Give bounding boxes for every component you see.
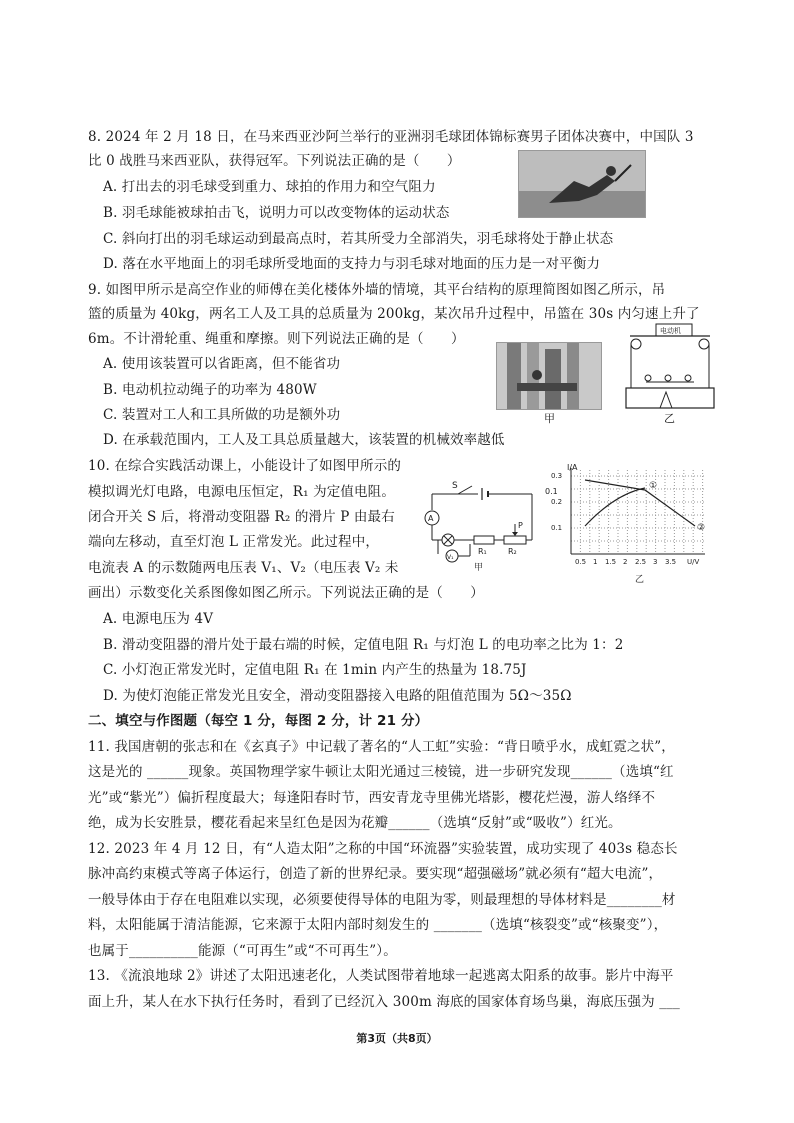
y-tick-0.3: 0.3	[551, 472, 563, 480]
q9-option-a: A. 使用该装置可以省距离，但不能省功	[103, 356, 341, 372]
q12-line-4: 料，太阳能属于清洁能源，它来源于太阳内部时刻发生的 _______（选填“核裂变”或“核聚变”），	[88, 917, 668, 933]
q11-line-3: 光”或“紫光”）偏折程度最大；每逢阳春时节，西安青龙寺里佛光塔影，樱花烂漫，游人络绎不	[88, 790, 656, 806]
graph-grid	[571, 470, 705, 554]
q11-line-2: 这是光的 ______现象。英国物理学家牛顿让太阳光通过三棱镜，进一步研究发现______（选填“红	[88, 764, 674, 780]
motor-label: 电动机	[660, 327, 681, 335]
q10-stem-line-6: 画出）示数变化关系图像如图乙所示。下列说法正确的是（ ）	[88, 585, 484, 601]
x-tick-2.5: 2.5	[635, 558, 647, 566]
x-tick-3: 3	[653, 558, 658, 566]
ammeter-label: A	[428, 514, 434, 523]
r2-label: R₂	[508, 547, 517, 556]
q10-stem-line-5: 电流表 A 的示数随两电压表 V₁、V₂（电压表 V₂ 未	[88, 560, 399, 576]
q10-option-d: D. 为使灯泡能正常发光且安全，滑动变阻器接入电路的阻值范围为 5Ω～35Ω	[103, 688, 572, 704]
voltmeter-v1-label: V₁	[447, 554, 454, 561]
switch-label: S	[452, 481, 458, 491]
q8-stem-line-1: 8. 2024 年 2 月 18 日，在马来西亚沙阿兰举行的亚洲羽毛球团体锦标赛男子团体决赛中，中国队 3	[88, 129, 694, 145]
q11-line-1: 11. 我国唐朝的张志和在《玄真子》中记载了著名的“人工虹”实验：“背日喷乎水，成虹霓之状”，	[88, 739, 675, 755]
q10-option-c: C. 小灯泡正常发光时，定值电阻 R₁ 在 1min 内产生的热量为 18.75J	[103, 662, 527, 678]
q13-line-1: 13. 《流浪地球 2》讲述了太阳迅速老化，人类试图带着地球一起逃离太阳系的故事。影片中海平	[88, 968, 674, 984]
q9-stem-line-2: 篮的质量为 40kg，两名工人及工具的总质量为 200kg，某次吊升过程中，吊篮在 30s 内匀速上升了	[88, 306, 700, 322]
r1-label: R₁	[478, 547, 487, 556]
curve-1-label: ①	[649, 481, 658, 491]
q9-fig-yi-caption: 乙	[664, 412, 675, 425]
slider-p-label: P	[518, 521, 523, 530]
q8-option-b: B. 羽毛球能被球拍击飞，说明力可以改变物体的运动状态	[103, 205, 450, 221]
q10-stem-line-2: 模拟调光灯电路，电源电压恒定，R₁ 为定值电阻。	[88, 484, 395, 500]
graph-annotation: 0.1	[545, 487, 558, 496]
curve-2-line	[585, 488, 645, 526]
x-tick-3.5: 3.5	[665, 558, 677, 566]
q10-option-a: A. 电源电压为 4V	[103, 611, 214, 627]
q10-stem-line-1: 10. 在综合实践活动课上，小能设计了如图甲所示的	[88, 458, 402, 474]
curve-2-label: ②	[697, 523, 706, 533]
circuit-caption: 甲	[474, 563, 484, 572]
facade-work-photo	[496, 342, 602, 410]
q12-line-5: 也属于__________能源（“可再生”或“不可再生”）。	[88, 943, 397, 959]
q13-line-2: 面上升，某人在水下执行任务时，看到了已经沉入 300m 海底的国家体育场鸟巢，海底压强为 ___	[88, 994, 680, 1010]
iu-graph	[545, 460, 717, 586]
q10-option-b: B. 滑动变阻器的滑片处于最右端的时候，定值电阻 R₁ 与灯泡 L 的电功率之比为 1：2	[103, 637, 624, 653]
q8-option-c: C. 斜向打出的羽毛球运动到最高点时，若其所受力全部消失，羽毛球将处于静止状态	[103, 231, 614, 247]
q8-stem-line-2: 比 0 战胜马来西亚队，获得冠军。下列说法正确的是（ ）	[88, 153, 461, 169]
q12-line-1: 12. 2023 年 4 月 12 日，有“人造太阳”之称的中国“环流器”实验装置，成功实现了 403s 稳态长	[88, 841, 678, 857]
facade-worker-image	[497, 343, 601, 409]
x-tick-1: 1	[593, 558, 598, 566]
y-tick-0.1: 0.1	[551, 524, 563, 532]
dimmer-circuit-diagram	[412, 480, 542, 572]
q12-line-3: 一般导体由于存在电阻难以实现，必须要使得导体的电阻为零，则最理想的导体材料是________材	[88, 892, 676, 908]
page-footer: 第3页（共8页）	[356, 1032, 438, 1045]
q9-fig-jia-caption: 甲	[544, 412, 555, 425]
x-tick-1.5: 1.5	[605, 558, 617, 566]
badminton-photo	[518, 150, 646, 218]
q9-option-b: B. 电动机拉动绳子的功率为 480W	[103, 382, 317, 398]
q11-line-4: 绝，成为长安胜景，樱花看起来呈红色是因为花瓣______（选填“反射”或“吸收”）红光。	[88, 815, 622, 831]
x-tick-2: 2	[623, 558, 628, 566]
x-tick-0.5: 0.5	[575, 558, 587, 566]
graph-x-axis-label: U/V	[687, 558, 700, 566]
q10-stem-line-4: 端向左移动，直至灯泡 L 正常发光。此过程中，	[88, 534, 379, 550]
q10-stem-line-3: 闭合开关 S 后，将滑动变阻器 R₂ 的滑片 P 由最右	[88, 509, 395, 525]
graph-y-axis-label: I/A	[567, 463, 578, 472]
q12-line-2: 脉冲高约束模式等离子体运行，创造了新的世界纪录。要实现“超强磁场”就必须有“超大电流”，	[88, 866, 663, 882]
q8-option-a: A. 打出去的羽毛球受到重力、球拍的作用力和空气阻力	[103, 179, 436, 195]
badminton-player-image	[519, 151, 645, 217]
q8-option-d: D. 落在水平地面上的羽毛球所受地面的支持力与羽毛球对地面的压力是一对平衡力	[103, 256, 601, 272]
y-tick-0.2: 0.2	[551, 498, 563, 506]
curve-1-line	[585, 480, 695, 526]
pulley-platform-diagram	[620, 322, 720, 412]
q9-stem-line-1: 9. 如图甲所示是高空作业的师傅在美化楼体外墙的情境，其平台结构的原理简图如图乙所示，吊	[88, 282, 666, 298]
q9-option-c: C. 装置对工人和工具所做的功是额外功	[103, 407, 341, 423]
section-2-heading: 二、填空与作图题（每空 1 分，每图 2 分，计 21 分）	[88, 713, 429, 729]
q9-stem-line-3: 6m。不计滑轮重、绳重和摩擦。则下列说法正确的是（ ）	[88, 331, 465, 347]
q9-option-d: D. 在承载范围内，工人及工具总质量越大，该装置的机械效率越低	[103, 432, 505, 448]
graph-caption: 乙	[635, 575, 645, 585]
